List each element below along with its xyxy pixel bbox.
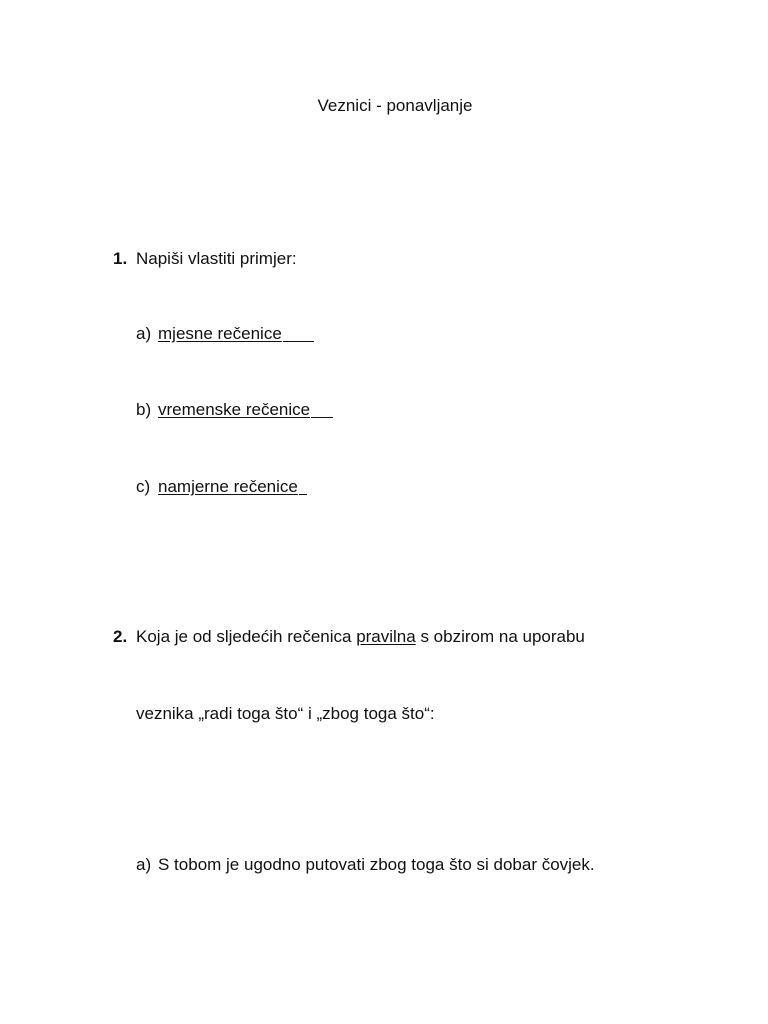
question-1-item-b-text: vremenske rečenice (158, 400, 311, 419)
answer-blank-line (283, 324, 314, 342)
question-1-item-b (158, 400, 333, 420)
question-2-prompt-underlined: pravilna (356, 627, 416, 646)
question-2-prompt-after: s obzirom na uporabu (415, 627, 585, 646)
document-title: Veznici - ponavljanje (317, 96, 473, 115)
question-1-item-c (158, 477, 307, 497)
question-2-item-a-text: S tobom je ugodno putovati zbog toga što si dobar čovjek. (158, 855, 595, 874)
question-1-item-c-text: namjerne rečenice (158, 477, 298, 496)
question-1-item-a-text: mjesne rečenice (158, 324, 282, 343)
question-2-number: 2. (113, 627, 128, 646)
answer-blank-line (299, 477, 307, 495)
question-2-item-a-marker: a) (136, 855, 152, 874)
question-1-item-c-marker: c) (136, 477, 151, 496)
question-2-prompt-before: Koja je od sljedećih rečenica (136, 627, 357, 646)
question-2-prompt-line-1 (136, 627, 585, 647)
question-1-item-b-marker: b) (136, 400, 152, 419)
question-1-prompt: Napiši vlastiti primjer: (136, 249, 297, 268)
question-1-item-a (158, 324, 314, 344)
question-2-prompt-line-2: veznika „radi toga što“ i „zbog toga što“: (136, 704, 435, 723)
question-1-item-a-marker: a) (136, 324, 152, 343)
question-1-number: 1. (113, 249, 128, 268)
answer-blank-line (311, 400, 333, 418)
